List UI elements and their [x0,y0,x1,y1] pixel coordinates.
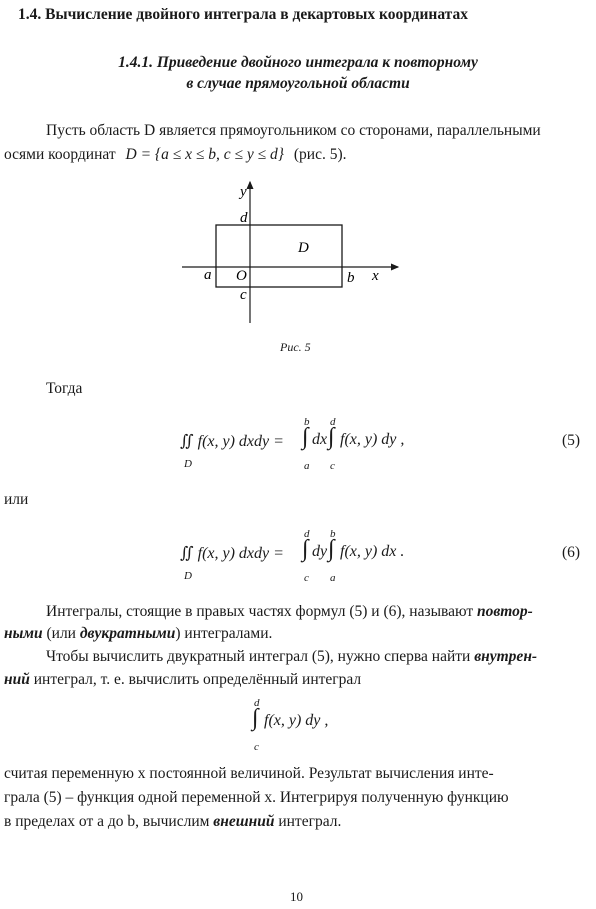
equation-5-outer-upper: b [304,416,310,428]
paragraph-4-text-a: в пределах от a до b, вычислим [4,813,210,830]
term-inner-end: ний [4,671,30,688]
equation-5-inner-upper: d [330,416,336,428]
equation-6-number: (6) [562,544,581,561]
paragraph-4-line3 [4,811,341,833]
paragraph-1-text-b: (рис. 5). [293,146,347,163]
label-d: d [240,210,248,226]
equation-5-lhs-domain: D [184,458,192,470]
figure-caption: Рис. 5 [280,340,311,354]
term-inner: внутрен- [474,648,538,665]
term-repeated: повтор- [477,603,533,620]
label-a: a [204,267,212,283]
paragraph-1-line2 [4,144,584,166]
equation-6 [180,530,440,586]
equation-inner-integral [252,697,372,753]
equation-5-lhs: ∬ f(x, y) dxdy = [180,433,284,450]
label-c: c [240,287,247,303]
page-number: 10 [290,889,303,904]
subsection-title-line2: в случае прямоугольной области [186,75,410,92]
paragraph-2-text-b: (или [42,625,80,642]
inner-integral-upper: d [254,697,260,709]
equation-6-inner-upper: b [330,528,336,540]
equation-5-inner-lower: c [330,460,335,472]
label-origin: O [236,268,247,284]
paragraph-3-line2 [4,669,361,691]
section-title: 1.4. Вычисление двойного интеграла в декартовых координатах [18,6,468,23]
equation-6-lhs-domain: D [184,570,192,582]
equation-6-integral-outer: ∫ [302,536,309,562]
inner-integral-body: f(x, y) dy , [264,712,329,729]
subsection-title-line1: 1.4.1. Приведение двойного интеграла к повторному [118,54,478,71]
equation-6-outer-differential: dy [312,543,328,560]
paragraph-2-line2 [4,623,272,645]
term-repeated-end: ными [4,625,43,642]
equation-5-rhs: f(x, y) dy , [340,431,405,448]
label-b: b [347,270,355,286]
equation-6-lhs: ∬ f(x, y) dxdy = [180,545,284,562]
paragraph-3-text-b: интеграл, т. е. вычислить определённый интеграл [29,671,362,688]
paragraph-4-text-c: интеграл. [274,813,342,830]
paragraph-2-text-a: Интегралы, стоящие в правых частях формул (5) и (6), называют [46,603,474,620]
inner-integral-sign: ∫ [252,705,259,731]
equation-5-integral-inner: ∫ [328,424,335,450]
equation-6-inner-lower: a [330,572,336,584]
paragraph-2-line1 [46,601,592,623]
label-domain-D: D [298,240,309,256]
paragraph-3-line1 [46,646,592,668]
label-x: x [372,268,379,284]
equation-6-integral-inner: ∫ [328,536,335,562]
equation-6-outer-upper: d [304,528,310,540]
figure-5-rectangle-domain [170,178,410,328]
domain-definition-formula: D = {a ≤ x ≤ b, c ≤ y ≤ d} [125,146,284,163]
inner-integral-lower: c [254,741,259,753]
label-y: y [240,184,247,200]
text-or: или [4,491,29,508]
paragraph-1-text-a: осями координат [4,146,116,163]
equation-6-outer-lower: c [304,572,309,584]
equation-5-outer-lower: a [304,460,310,472]
equation-5-number: (5) [562,432,581,449]
equation-6-rhs: f(x, y) dx . [340,543,405,560]
paragraph-4-line2: грала (5) – функция одной переменной x. Интегрируя полученную функцию [4,789,509,806]
equation-5-outer-differential: dx [312,431,328,448]
domain-rectangle [216,225,342,287]
term-outer: внешний [213,813,275,830]
paragraph-1-line1: Пусть область D является прямоугольником со сторонами, параллельными [46,122,541,139]
equation-5-integral-outer: ∫ [302,424,309,450]
term-double: двукратными [79,625,176,642]
paragraph-3-text-a: Чтобы вычислить двукратный интеграл (5), нужно сперва найти [46,648,471,665]
text-then: Тогда [46,380,83,397]
equation-5 [180,418,440,474]
paragraph-4-line1: считая переменную x постоянной величиной. Результат вычисления инте- [4,765,494,782]
paragraph-2-text-c: ) интегралами. [175,625,273,642]
